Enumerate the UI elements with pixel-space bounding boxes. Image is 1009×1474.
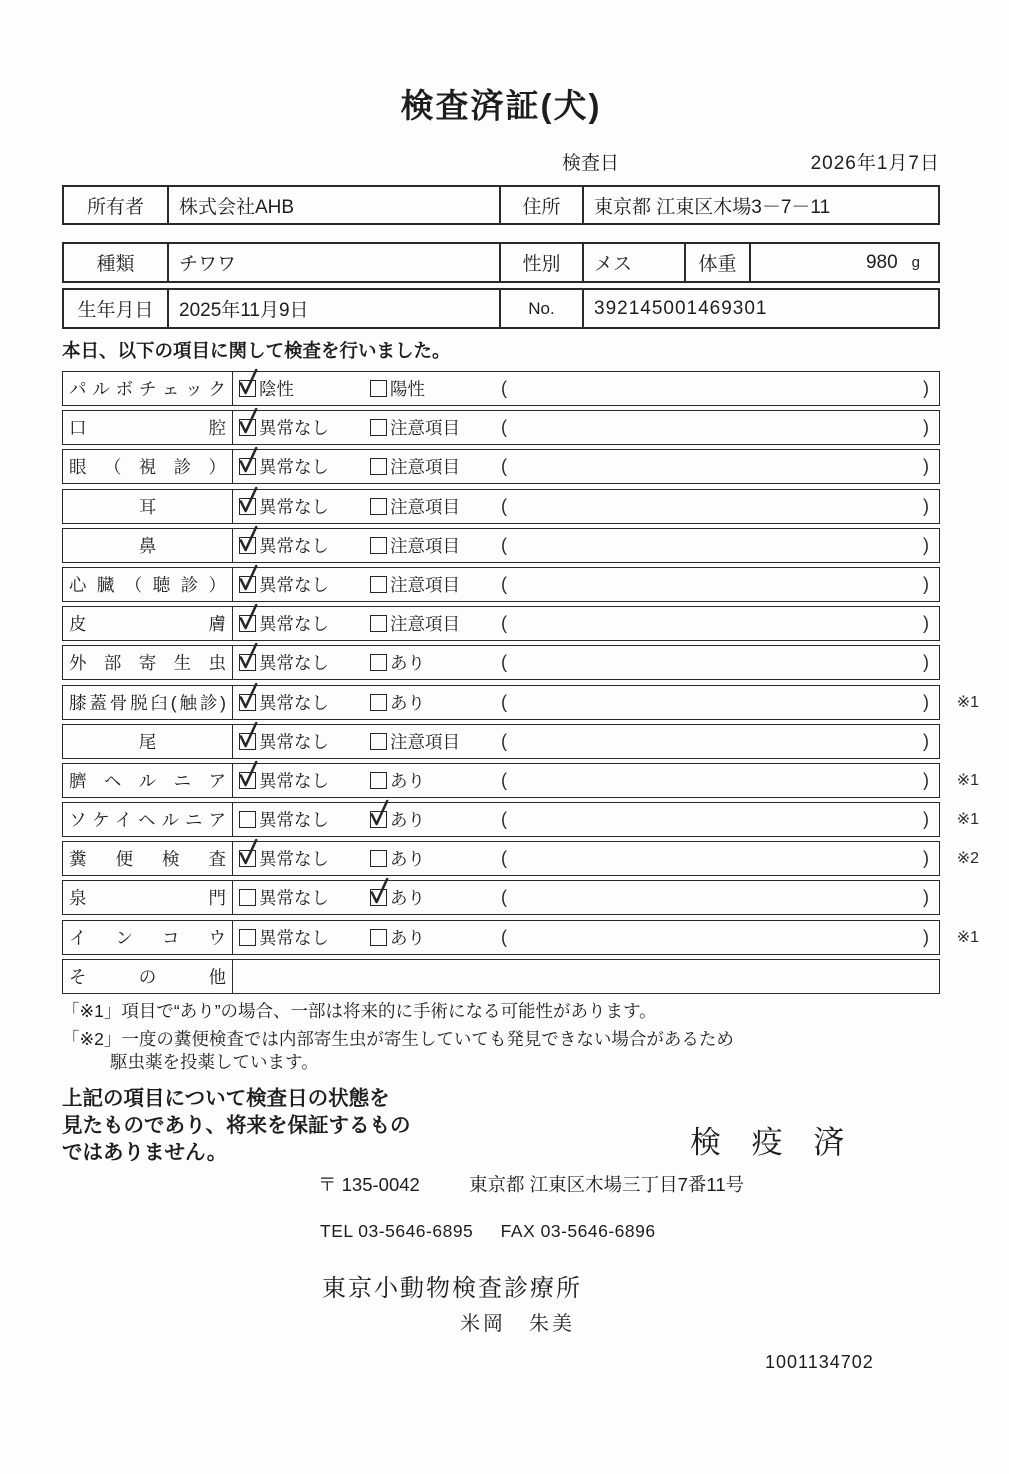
option-1: [239, 768, 370, 793]
item-label-text: ソケイヘルニア: [69, 810, 226, 831]
checkbox-icon: [239, 694, 256, 711]
item-options: [233, 529, 939, 562]
option-1: [239, 690, 370, 715]
item-label-text: 眼（視診）: [69, 457, 226, 478]
item-options: [233, 372, 939, 405]
item-label: [63, 686, 233, 719]
item-options: [233, 842, 939, 875]
option-1: [239, 572, 370, 597]
option-label: 異常なし: [259, 927, 329, 948]
checkbox-icon: [370, 615, 387, 632]
item-options: [233, 490, 939, 523]
paren-open-text: (: [501, 417, 507, 438]
option-label: あり: [390, 692, 425, 713]
checkbox-icon: [239, 733, 256, 750]
option-2: [370, 611, 501, 636]
option-label: あり: [390, 653, 425, 674]
option-label: 注意項目: [390, 418, 460, 439]
paren-open-text: (: [501, 652, 507, 673]
option-1: [239, 454, 370, 479]
item-label: [63, 529, 233, 562]
option-label: 陽性: [390, 379, 425, 399]
paren-close-text: ): [923, 926, 929, 947]
item-label: [63, 646, 233, 679]
checkbox-icon: [370, 654, 387, 671]
owner-value: 株式会社AHB: [167, 187, 499, 223]
paren-open-text: (: [501, 809, 507, 830]
item-options: [233, 411, 939, 444]
option-label: 注意項目: [390, 731, 460, 752]
item-options: [233, 686, 939, 719]
checkbox-icon: [239, 498, 256, 515]
inspection-row: [62, 645, 940, 680]
owner-label: 所有者: [86, 196, 144, 218]
weight-number: 980: [865, 251, 898, 273]
checkbox-icon: [370, 380, 387, 397]
option-2: [370, 650, 501, 675]
disclaimer-line2: 見たものであり、将来を保証するもの: [62, 1114, 411, 1138]
paren-open-text: (: [501, 769, 507, 790]
paren-open-text: (: [501, 573, 507, 594]
option-1: [239, 885, 370, 910]
paren-open-text: (: [501, 613, 507, 634]
item-label: [63, 568, 233, 601]
option-label: 異常なし: [259, 849, 329, 870]
clinic-postal-line: [318, 1171, 940, 1197]
item-options: [233, 803, 939, 836]
option-2: [370, 768, 501, 793]
item-label-text: インコウ: [69, 927, 226, 948]
checkbox-icon: [239, 576, 256, 593]
option-label: 注意項目: [390, 457, 460, 478]
item-label-text: 耳: [138, 496, 157, 517]
weight-value: [749, 244, 938, 281]
checkbox-icon: [239, 929, 256, 946]
option-label: あり: [390, 810, 425, 831]
sex-value: メス: [582, 244, 684, 281]
checkbox-icon: [239, 889, 256, 906]
footnote-1-text: 項目で“あり”の場合、一部は将来的に手術になる可能性があります。: [121, 1000, 657, 1021]
weight-unit: g: [911, 254, 920, 271]
checkbox-icon: [370, 850, 387, 867]
item-options: [233, 646, 939, 679]
inspection-row: [62, 489, 940, 524]
paren-open-text: (: [501, 730, 507, 751]
item-label-text: 外部寄生虫: [69, 653, 226, 674]
item-label: [63, 607, 233, 640]
option-2: [370, 690, 501, 715]
item-label: [63, 411, 233, 444]
option-2: [370, 415, 501, 440]
paren-open-text: (: [501, 691, 507, 712]
option-2: [370, 846, 501, 871]
option-label: 異常なし: [259, 810, 329, 831]
option-label: 異常なし: [259, 614, 329, 635]
breed-value: チワワ: [167, 244, 499, 281]
checkbox-icon: [370, 889, 387, 906]
option-label: 注意項目: [390, 496, 460, 517]
option-label: 異常なし: [259, 535, 329, 556]
option-label: あり: [390, 770, 425, 791]
item-options: [233, 764, 939, 797]
checkbox-icon: [370, 576, 387, 593]
option-label: 異常なし: [259, 731, 329, 752]
paren-close-text: ): [923, 887, 929, 908]
item-label: [63, 372, 233, 405]
option-label: 注意項目: [390, 535, 460, 556]
option-label: 陰性: [259, 379, 294, 399]
item-label: [63, 881, 233, 914]
option-2: [370, 454, 501, 479]
paren-close-text: ): [923, 417, 929, 438]
item-label: [63, 842, 233, 875]
item-label: [63, 725, 233, 758]
breed-label: 種類: [96, 254, 135, 275]
option-1: [239, 925, 370, 950]
option-2: [370, 376, 501, 401]
paren-open-text: (: [501, 456, 507, 477]
paren-open-text: (: [501, 495, 507, 516]
checkbox-icon: [239, 772, 256, 789]
paren-close-text: ): [923, 769, 929, 790]
checkbox-icon: [370, 811, 387, 828]
item-label: [63, 960, 233, 993]
checkbox-icon: [370, 929, 387, 946]
item-label-text: 膝蓋骨脱臼(触診): [69, 692, 226, 713]
item-label: [63, 490, 233, 523]
paren-close-text: ): [923, 573, 929, 594]
option-label: 異常なし: [259, 457, 329, 478]
paren-close-text: ): [923, 613, 929, 634]
paren-open-text: (: [501, 534, 507, 555]
option-2: [370, 925, 501, 950]
option-label: あり: [390, 927, 425, 948]
birthdate-value: 2025年11月9日: [167, 290, 499, 327]
option-1: [239, 650, 370, 675]
inspection-row: [62, 371, 940, 406]
item-options: [233, 725, 939, 758]
intro-text: 本日、以下の項目に関して検査を行いました。: [62, 340, 451, 361]
clinic-name: 東京小動物検査診療所: [322, 1274, 582, 1302]
item-options: [233, 960, 939, 993]
option-2: [370, 807, 501, 832]
inspection-row: [62, 724, 940, 759]
option-1: [239, 533, 370, 558]
item-options: [233, 450, 939, 483]
checkbox-icon: [370, 419, 387, 436]
clinic-tel: TEL 03-5646-6895: [320, 1220, 474, 1241]
paren-close-text: ): [923, 378, 929, 398]
paren-open-text: (: [501, 378, 507, 398]
check-mark-icon: [237, 406, 260, 437]
footnote-2-line1: 一度の糞便検査では内部寄生虫が寄生していても発見できない場合があるため: [121, 1029, 734, 1050]
item-label: [63, 764, 233, 797]
item-options: [233, 881, 939, 914]
option-2: [370, 729, 501, 754]
item-label-text: 鼻: [138, 535, 157, 556]
animal-table-row1: [62, 242, 940, 283]
checkbox-icon: [239, 419, 256, 436]
paren-close-text: ): [923, 652, 929, 673]
option-1: [239, 846, 370, 871]
option-label: 異常なし: [259, 418, 329, 439]
check-mark-icon: [368, 798, 391, 829]
check-mark-icon: [237, 720, 260, 751]
disclaimer-line3: ではありません。: [62, 1141, 228, 1165]
item-label-text: 糞便検査: [69, 849, 226, 870]
check-mark-icon: [237, 602, 260, 633]
option-2: [370, 572, 501, 597]
option-label: 異常なし: [259, 888, 329, 909]
footnote-2: [62, 1028, 940, 1073]
checkbox-icon: [239, 850, 256, 867]
item-label-text: 皮膚: [69, 614, 226, 635]
weight-label: 体重: [684, 244, 749, 281]
clinic-tel-line: [320, 1221, 940, 1242]
checkbox-icon: [370, 498, 387, 515]
item-label: [63, 921, 233, 954]
item-label-text: 泉門: [69, 888, 226, 909]
option-1: [239, 376, 370, 401]
option-label: 異常なし: [259, 770, 329, 791]
inspection-row: [62, 567, 940, 602]
item-label-text: パルボチェック: [69, 379, 226, 399]
paren-open-text: (: [501, 926, 507, 947]
item-label: [63, 450, 233, 483]
option-label: あり: [390, 849, 425, 870]
checkbox-icon: [239, 458, 256, 475]
option-2: [370, 885, 501, 910]
inspection-table: [62, 371, 979, 994]
paren-close-text: ): [923, 456, 929, 477]
inspection-row: [62, 959, 940, 994]
check-mark-icon: [237, 485, 260, 516]
birthdate-label: 生年月日: [77, 300, 154, 321]
footnote-mark: ※2: [956, 850, 979, 868]
check-mark-icon: [237, 445, 260, 476]
item-options: [233, 607, 939, 640]
item-label-text: 心臓（聴診）: [69, 574, 226, 595]
checkbox-icon: [370, 772, 387, 789]
checkbox-icon: [370, 458, 387, 475]
option-label: 注意項目: [390, 614, 460, 635]
clinic-postal-code: 〒 135-0042: [318, 1173, 420, 1195]
item-label-text: 口腔: [69, 418, 226, 439]
footnote-mark: ※1: [956, 771, 979, 789]
checkbox-icon: [239, 537, 256, 554]
clinic-fax: FAX 03-5646-6896: [500, 1220, 656, 1241]
paren-close-text: ): [923, 691, 929, 712]
number-value: 392145001469301: [582, 290, 938, 327]
examiner-name: 米岡 朱美: [460, 1312, 575, 1335]
item-options: [233, 921, 939, 954]
option-2: [370, 533, 501, 558]
option-2: [370, 494, 501, 519]
inspection-row: [62, 606, 940, 641]
inspection-row: [62, 449, 940, 484]
quarantine-stamp: 検 疫 済: [690, 1124, 856, 1160]
inspection-row: [62, 410, 940, 445]
footnote-1-prefix: 「※1」: [62, 1000, 122, 1021]
check-mark-icon: [368, 876, 391, 907]
paren-close-text: ): [923, 730, 929, 751]
item-label-text: 尾: [138, 731, 157, 752]
number-label: No.: [499, 290, 582, 327]
check-mark-icon: [237, 641, 260, 672]
paren-close-text: ): [923, 848, 929, 869]
inspection-row: [62, 920, 979, 955]
owner-table: [62, 185, 940, 225]
item-options: [233, 568, 939, 601]
option-label: 注意項目: [390, 574, 460, 595]
paren-close-text: ): [923, 809, 929, 830]
check-mark-icon: [237, 837, 260, 868]
check-mark-icon: [237, 367, 260, 398]
checkbox-icon: [370, 733, 387, 750]
checkbox-icon: [370, 537, 387, 554]
paren-close-text: ): [923, 534, 929, 555]
check-mark-icon: [237, 681, 260, 712]
option-1: [239, 415, 370, 440]
option-1: [239, 611, 370, 636]
inspection-row: [62, 528, 940, 563]
footnote-mark: ※1: [956, 928, 979, 946]
disclaimer-line1: 上記の項目について検査日の状態を: [62, 1086, 390, 1110]
item-label: [63, 803, 233, 836]
clinic-address: 東京都 江東区木場三丁目7番11号: [468, 1173, 745, 1195]
inspection-row: [62, 841, 979, 876]
checkbox-icon: [239, 811, 256, 828]
item-label-text: 臍ヘルニア: [69, 770, 226, 791]
inspection-date-row: [62, 151, 940, 175]
footnote-mark: ※1: [956, 693, 979, 711]
paren-close-text: ): [923, 495, 929, 516]
checkbox-icon: [370, 694, 387, 711]
paren-open-text: (: [501, 887, 507, 908]
option-label: 異常なし: [259, 692, 329, 713]
option-label: 異常なし: [259, 496, 329, 517]
check-mark-icon: [237, 563, 260, 594]
inspection-row: [62, 763, 979, 798]
animal-table-row2: [62, 288, 940, 329]
disclaimer-text: [62, 1085, 442, 1167]
footnote-mark: ※1: [956, 811, 979, 829]
inspection-row: [62, 802, 979, 837]
document-code: 1001134702: [765, 1351, 874, 1372]
inspection-date-value: 2026年1月7日: [810, 153, 940, 174]
option-label: あり: [390, 888, 425, 909]
check-mark-icon: [237, 759, 260, 790]
paren-open-text: (: [501, 848, 507, 869]
option-1: [239, 807, 370, 832]
option-label: 異常なし: [259, 574, 329, 595]
checkbox-icon: [239, 615, 256, 632]
page-title: 検査済証(犬): [400, 87, 602, 124]
option-label: 異常なし: [259, 653, 329, 674]
owner-address-label: 住所: [499, 187, 582, 223]
check-mark-icon: [237, 524, 260, 555]
inspection-date-label: 検査日: [562, 153, 620, 174]
inspection-row: [62, 685, 979, 720]
checkbox-icon: [239, 654, 256, 671]
option-1: [239, 729, 370, 754]
footnote-1: [62, 1000, 940, 1022]
item-label-text: その他: [69, 966, 226, 987]
inspection-row: [62, 880, 940, 915]
owner-address-value: 東京都 江東区木場3－7－11: [582, 187, 938, 223]
option-1: [239, 494, 370, 519]
sex-label: 性別: [499, 244, 582, 281]
footnote-2-line2: 駆虫薬を投薬しています。: [110, 1051, 319, 1072]
footnote-2-prefix: 「※2」: [62, 1029, 122, 1050]
checkbox-icon: [239, 380, 256, 397]
